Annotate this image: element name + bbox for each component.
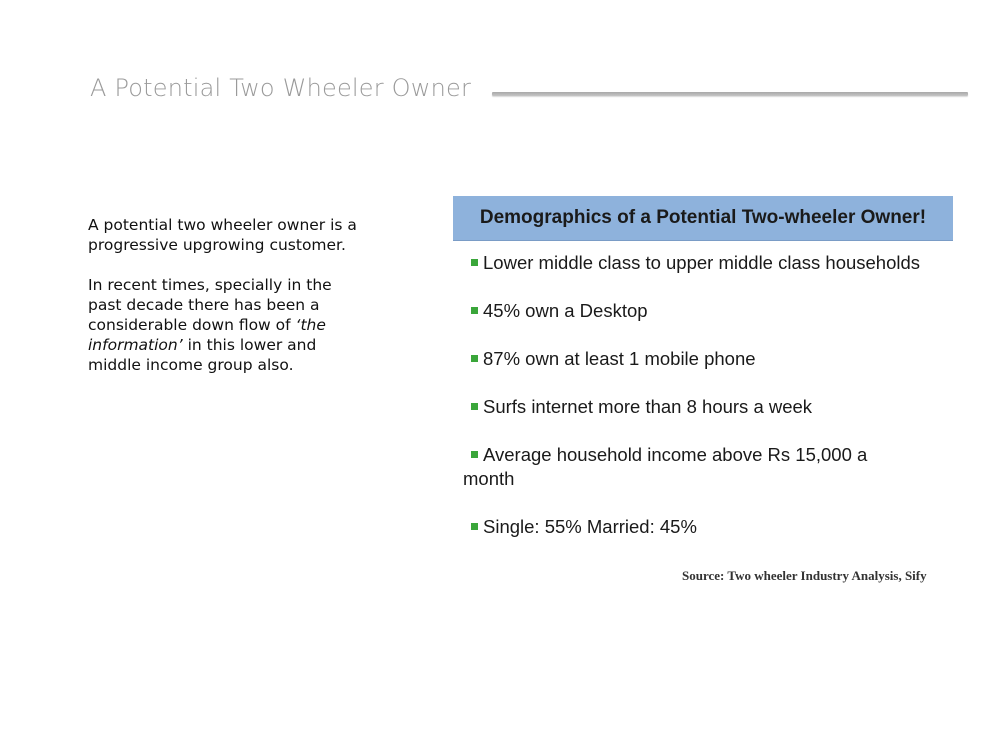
list-item — [463, 251, 953, 275]
green-square-bullet-icon — [471, 307, 478, 314]
description-text — [88, 215, 363, 395]
panel-header-text: Demographics of a Potential Two-wheeler Owner! — [479, 207, 927, 228]
green-square-bullet-icon — [471, 451, 478, 458]
paragraph-2-emphasis: ‘the information’ — [88, 316, 326, 354]
paragraph-1: A potential two wheeler owner is a progressive upgrowing customer. — [88, 216, 357, 254]
green-square-bullet-icon — [471, 355, 478, 362]
title-divider — [492, 92, 968, 96]
list-item — [463, 395, 953, 419]
panel-header — [453, 196, 953, 241]
green-square-bullet-icon — [471, 259, 478, 266]
list-item-text: 87% own at least 1 mobile phone — [483, 348, 756, 369]
green-square-bullet-icon — [471, 523, 478, 530]
list-item — [463, 347, 953, 371]
paragraph-2-end: in this lower and middle income group also. — [88, 336, 317, 374]
source-citation: Source: Two wheeler Industry Analysis, Sify — [682, 568, 927, 583]
list-item-text: 45% own a Desktop — [483, 300, 648, 321]
green-square-bullet-icon — [471, 403, 478, 410]
slide-title: A Potential Two Wheeler Owner — [90, 74, 472, 102]
list-item — [463, 515, 953, 539]
demographics-panel — [453, 196, 953, 586]
list-item-text: Single: 55% Married: 45% — [483, 516, 697, 537]
list-item-text: Lower middle class to upper middle class households — [483, 252, 921, 273]
list-item-text: Surfs internet more than 8 hours a week — [483, 396, 813, 417]
list-item-text: Average household income above Rs 15,000 a month — [463, 444, 868, 489]
demographics-list — [453, 241, 953, 539]
list-item — [463, 299, 953, 323]
paragraph-2 — [88, 275, 363, 375]
list-item — [463, 443, 953, 491]
paragraph-2-start: In recent times, specially in the past decade there has been a considerable down flow of — [88, 276, 332, 334]
